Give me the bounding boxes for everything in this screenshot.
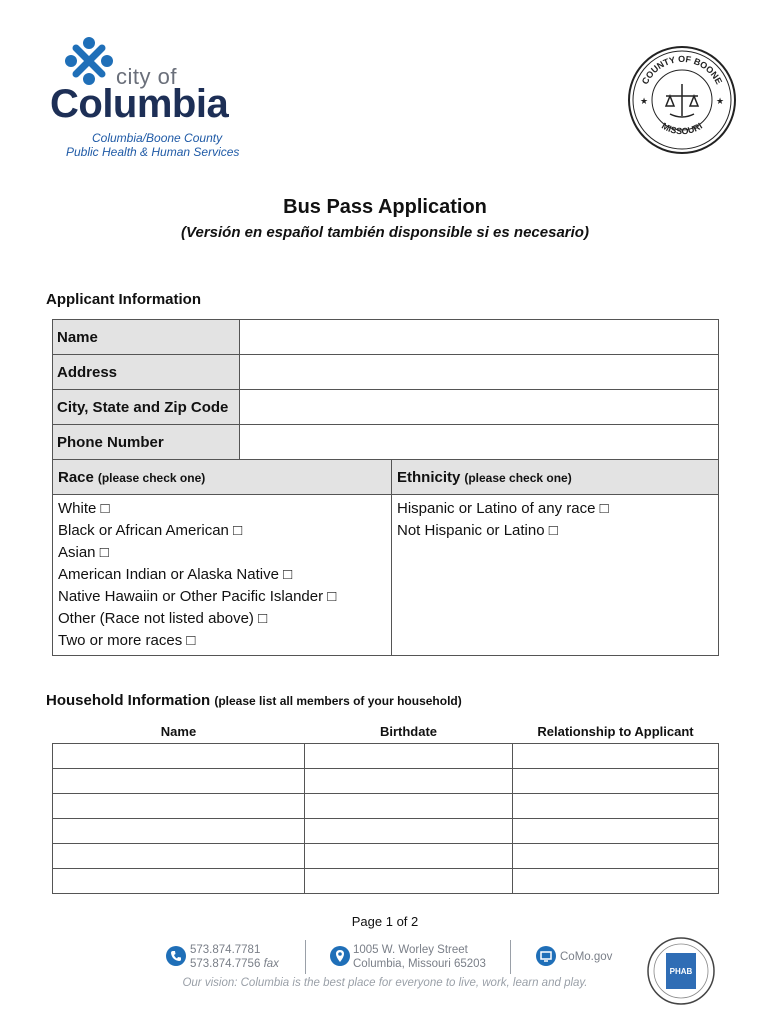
household-row bbox=[53, 769, 719, 794]
ethnicity-option-hispanic[interactable]: Hispanic or Latino of any race □ bbox=[397, 500, 609, 517]
household-col-relationship: Relationship to Applicant bbox=[513, 719, 719, 744]
household-relationship-cell[interactable] bbox=[513, 769, 719, 794]
name-label: Name bbox=[53, 320, 240, 355]
household-birthdate-cell[interactable] bbox=[305, 744, 513, 769]
footer-separator bbox=[510, 940, 511, 974]
seal-text-top: COUNTY OF BOONE bbox=[639, 53, 725, 86]
household-birthdate-cell[interactable] bbox=[305, 794, 513, 819]
household-relationship-cell[interactable] bbox=[513, 744, 719, 769]
household-birthdate-cell[interactable] bbox=[305, 819, 513, 844]
footer-fax-number: 573.874.7756 bbox=[190, 958, 261, 970]
page-title: Bus Pass Application bbox=[283, 196, 487, 218]
household-row bbox=[53, 794, 719, 819]
household-name-cell[interactable] bbox=[53, 769, 305, 794]
address-label: Address bbox=[53, 355, 240, 390]
household-name-cell[interactable] bbox=[53, 819, 305, 844]
footer-address-line2: Columbia, Missouri 65203 bbox=[353, 958, 486, 970]
applicant-row-city bbox=[53, 390, 719, 425]
household-relationship-cell[interactable] bbox=[513, 844, 719, 869]
footer-address-line1: 1005 W. Worley Street bbox=[353, 944, 468, 956]
applicant-row-address bbox=[53, 355, 719, 390]
logo-subtitle-line2: Public Health & Human Services bbox=[66, 145, 240, 159]
applicant-heading: Applicant Information bbox=[46, 291, 201, 308]
race-option-american-indian[interactable]: American Indian or Alaska Native □ bbox=[58, 566, 293, 583]
household-col-name: Name bbox=[53, 719, 305, 744]
footer-phone-number: 573.874.7781 bbox=[190, 944, 261, 956]
household-row bbox=[53, 869, 719, 894]
household-col-birthdate: Birthdate bbox=[305, 719, 513, 744]
footer-fax-line bbox=[190, 957, 279, 971]
county-seal-icon bbox=[626, 44, 738, 156]
household-heading bbox=[46, 692, 462, 709]
household-heading-label: Household Information bbox=[46, 692, 211, 709]
logo-subtitle-line1: Columbia/Boone County bbox=[92, 131, 223, 145]
ethnicity-header-label: Ethnicity bbox=[397, 468, 461, 486]
race-option-other[interactable]: Other (Race not listed above) □ bbox=[58, 610, 268, 627]
footer-separator bbox=[305, 940, 306, 974]
household-name-cell[interactable] bbox=[53, 844, 305, 869]
household-relationship-cell[interactable] bbox=[513, 819, 719, 844]
page-subtitle: (Versión en español también disponsible si es necesario) bbox=[181, 224, 589, 241]
race-options bbox=[53, 495, 392, 656]
race-ethnicity-table bbox=[52, 459, 719, 656]
city-state-zip-label: City, State and Zip Code bbox=[53, 390, 240, 425]
household-row bbox=[53, 819, 719, 844]
computer-icon bbox=[536, 946, 556, 966]
household-name-cell[interactable] bbox=[53, 744, 305, 769]
footer-vision-statement: Our vision: Columbia is the best place for everyone to live, work, learn and play. bbox=[182, 977, 588, 989]
footer-phone bbox=[190, 943, 279, 971]
seal-text-bottom: MISSOURI bbox=[659, 120, 705, 137]
race-header bbox=[53, 460, 392, 495]
household-relationship-cell[interactable] bbox=[513, 794, 719, 819]
svg-text:MISSOURI bbox=[660, 121, 704, 137]
city-logo bbox=[50, 34, 262, 164]
applicant-row-name bbox=[53, 320, 719, 355]
household-birthdate-cell[interactable] bbox=[305, 869, 513, 894]
city-logo-icon bbox=[62, 34, 116, 88]
race-option-white[interactable]: White □ bbox=[58, 500, 110, 517]
phone-field[interactable] bbox=[240, 425, 719, 460]
race-option-asian[interactable]: Asian □ bbox=[58, 544, 109, 561]
race-option-black[interactable]: Black or African American □ bbox=[58, 522, 243, 539]
phone-label: Phone Number bbox=[53, 425, 240, 460]
household-birthdate-cell[interactable] bbox=[305, 844, 513, 869]
footer-fax-label: fax bbox=[263, 958, 279, 970]
ethnicity-options bbox=[392, 495, 719, 656]
phab-badge-label: PHAB bbox=[669, 967, 693, 976]
household-row bbox=[53, 844, 719, 869]
ethnicity-header-note: (please check one) bbox=[464, 470, 572, 485]
phab-accreditation-badge-icon bbox=[646, 936, 716, 1006]
svg-text:★: ★ bbox=[640, 96, 649, 106]
household-name-cell[interactable] bbox=[53, 794, 305, 819]
name-field[interactable] bbox=[240, 320, 719, 355]
phone-icon bbox=[166, 946, 186, 966]
household-name-cell[interactable] bbox=[53, 869, 305, 894]
household-table bbox=[52, 719, 719, 894]
applicant-row-phone bbox=[53, 425, 719, 460]
household-relationship-cell[interactable] bbox=[513, 869, 719, 894]
location-icon bbox=[330, 946, 350, 966]
footer-address bbox=[353, 943, 486, 971]
household-row bbox=[53, 744, 719, 769]
address-field[interactable] bbox=[240, 355, 719, 390]
svg-text:★: ★ bbox=[716, 96, 725, 106]
race-option-two-or-more[interactable]: Two or more races □ bbox=[58, 632, 196, 649]
logo-city-of: city of bbox=[116, 64, 177, 89]
household-birthdate-cell[interactable] bbox=[305, 769, 513, 794]
footer-website[interactable]: CoMo.gov bbox=[560, 951, 613, 963]
race-header-note: (please check one) bbox=[97, 470, 206, 485]
household-heading-note: (please list all members of your household) bbox=[214, 694, 462, 708]
ethnicity-option-not-hispanic[interactable]: Not Hispanic or Latino □ bbox=[397, 522, 558, 539]
race-option-pacific-islander[interactable]: Native Hawaiin or Other Pacific Islander □ bbox=[58, 588, 337, 605]
city-state-zip-field[interactable] bbox=[240, 390, 719, 425]
race-header-label: Race bbox=[58, 468, 94, 486]
ethnicity-header bbox=[392, 460, 719, 495]
applicant-table bbox=[52, 319, 719, 460]
page-number: Page 1 of 2 bbox=[351, 914, 419, 929]
logo-columbia: Columbia bbox=[50, 82, 229, 126]
